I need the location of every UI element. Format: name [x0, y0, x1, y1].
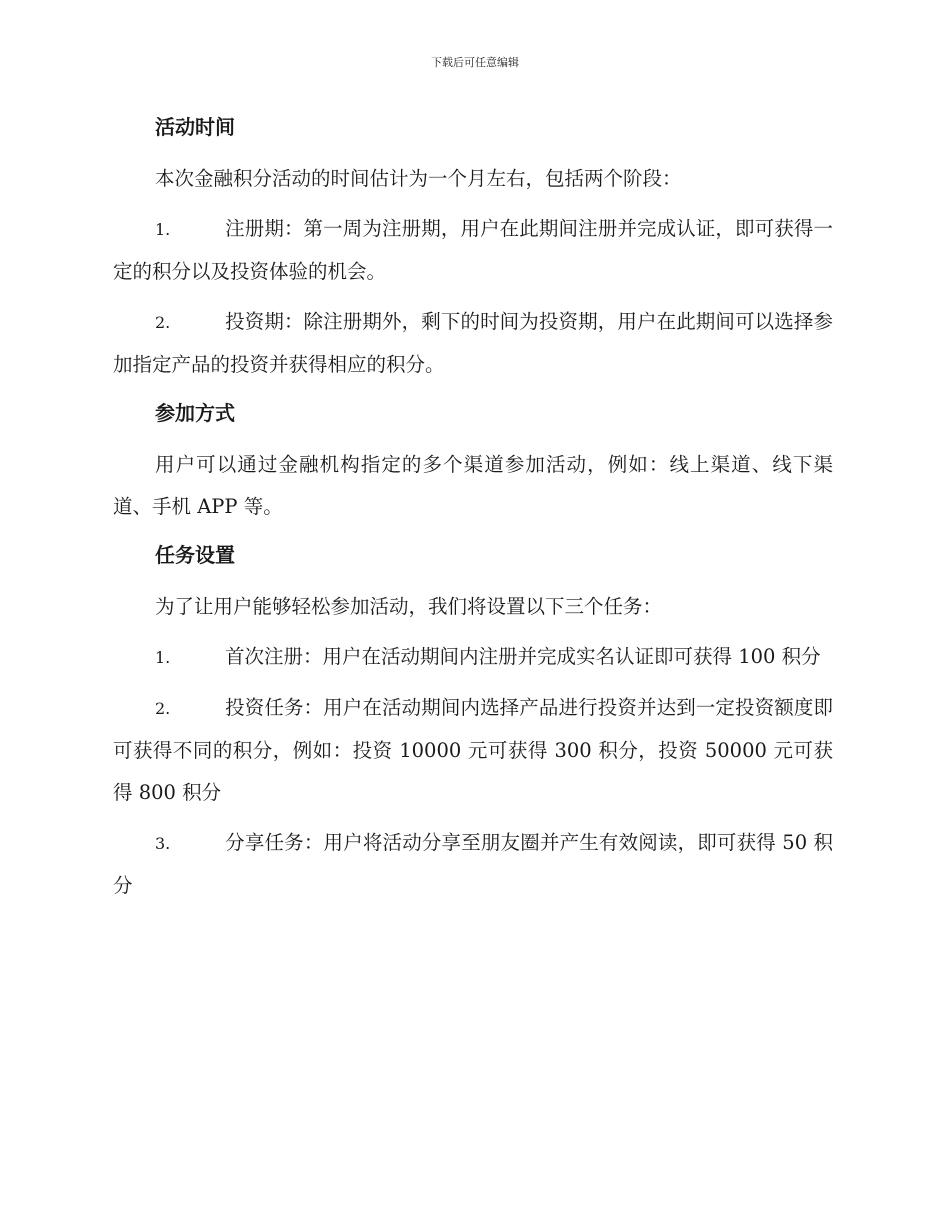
- list-item: [113, 301, 833, 386]
- section-tasks-intro: 为了让用户能够轻松参加活动，我们将设置以下三个任务：: [155, 595, 663, 618]
- list-number: 1.: [155, 648, 171, 667]
- list-item: [113, 687, 833, 814]
- section-time-intro: 本次金融积分活动的时间估计为一个月左右，包括两个阶段：: [155, 167, 682, 190]
- list-item: [113, 636, 833, 679]
- section-heading-time: 活动时间: [155, 115, 235, 139]
- list-text: 分享任务：用户将活动分享至朋友圈并产生有效阅读，即可获得 50 积分: [113, 831, 833, 897]
- section-heading-tasks: 任务设置: [155, 543, 235, 567]
- list-number: 3.: [155, 834, 171, 853]
- header-note: 下载后可任意编辑: [431, 56, 519, 69]
- list-text: 投资任务：用户在活动期间内选择产品进行投资并达到一定投资额度即可获得不同的积分，例如：投资 10000 元可获得 300 积分，投资 50000 元可获得 800 积分: [113, 696, 833, 804]
- list-number: 2.: [155, 699, 171, 718]
- section-heading-method: 参加方式: [155, 401, 235, 425]
- list-text: 首次注册：用户在活动期间内注册并完成实名认证即可获得 100 积分: [225, 645, 821, 668]
- list-item: [113, 822, 833, 907]
- list-text: 注册期：第一周为注册期，用户在此期间注册并完成认证，即可获得一定的积分以及投资体验的机会。: [113, 217, 833, 283]
- document-body: [113, 108, 833, 915]
- list-text: 投资期：除注册期外，剩下的时间为投资期，用户在此期间可以选择参加指定产品的投资并获得相应的积分。: [113, 310, 833, 376]
- list-number: 1.: [155, 220, 171, 239]
- section-method-text: 用户可以通过金融机构指定的多个渠道参加活动，例如：线上渠道、线下渠道、手机 APP 等。: [113, 453, 833, 518]
- list-item: [113, 208, 833, 293]
- list-number: 2.: [155, 313, 171, 332]
